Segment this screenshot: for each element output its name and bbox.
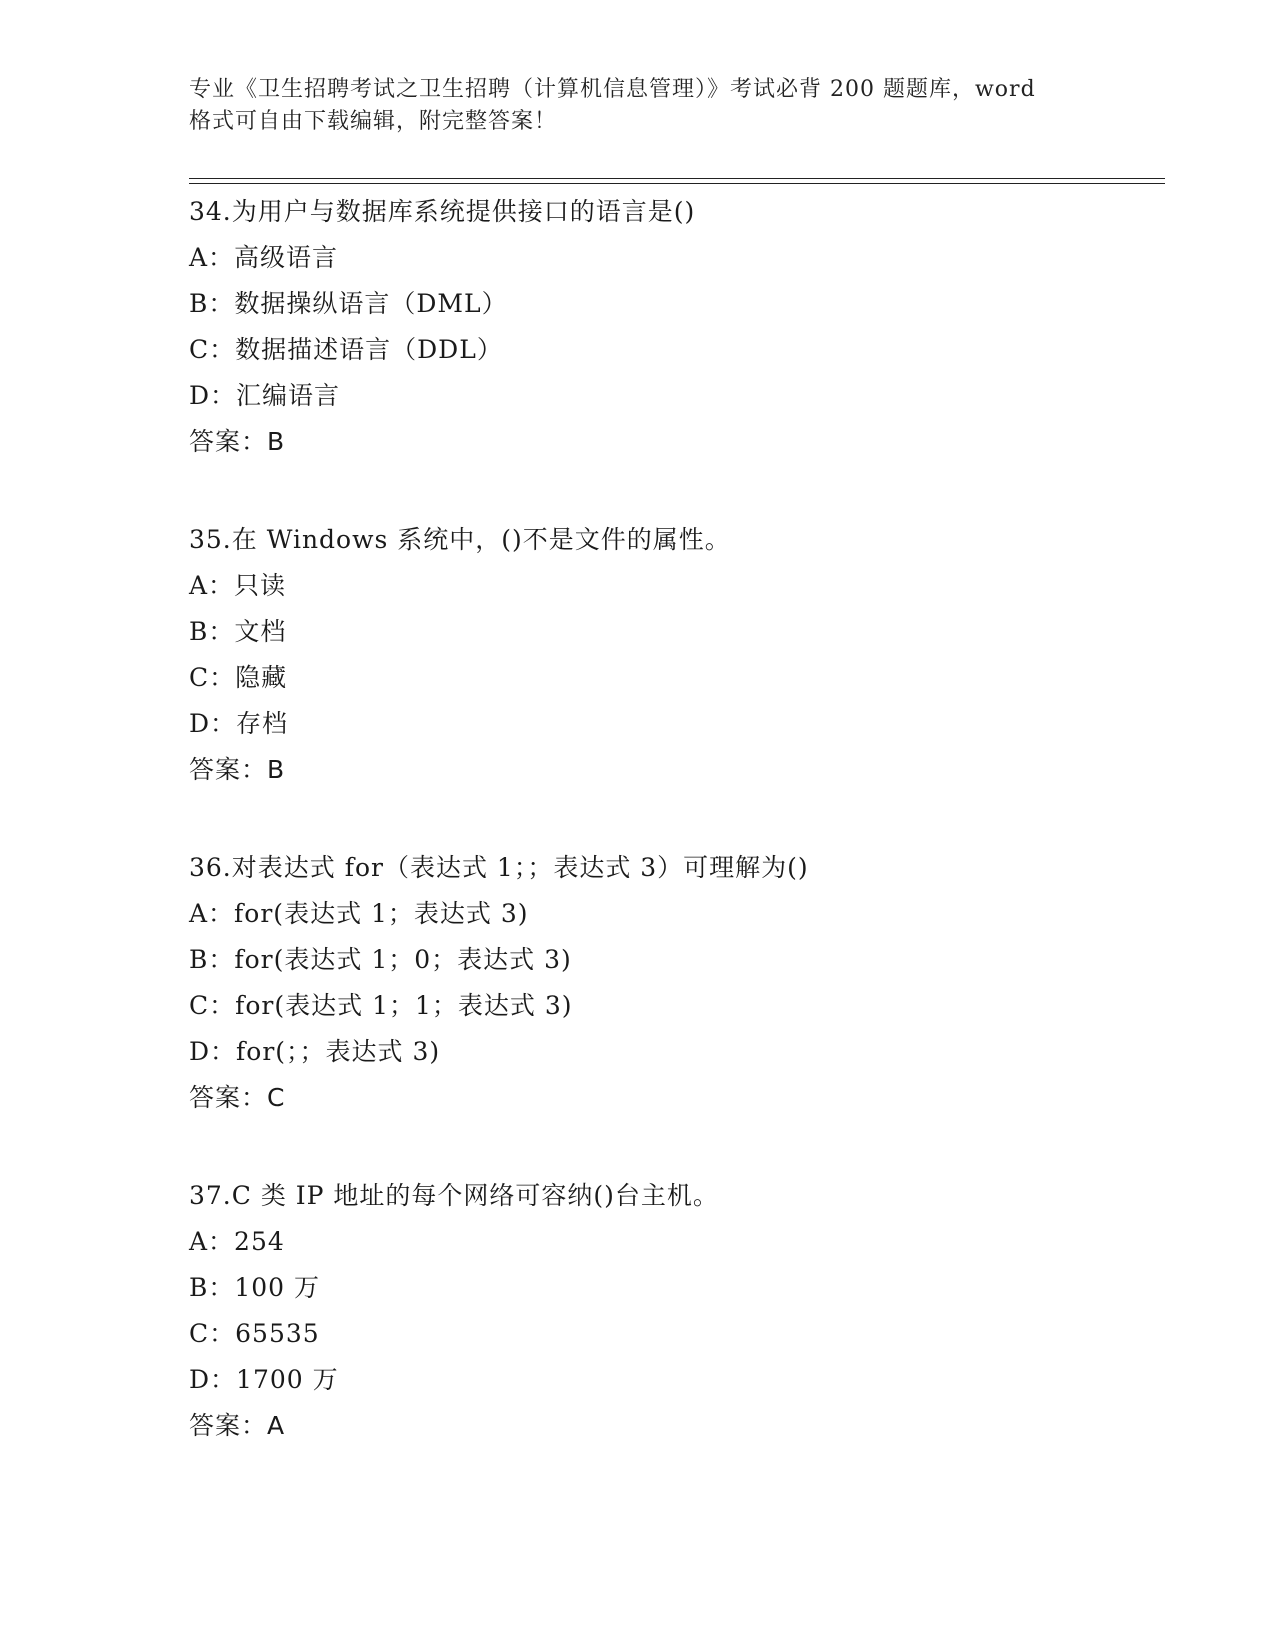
option-c: C：数据描述语言（DDL） bbox=[189, 335, 503, 364]
option-b: B：for(表达式 1；0；表达式 3) bbox=[189, 945, 572, 974]
option-a: A：for(表达式 1；表达式 3) bbox=[189, 899, 529, 928]
option-c: C：for(表达式 1；1；表达式 3) bbox=[189, 991, 573, 1020]
header-divider-top bbox=[189, 178, 1165, 179]
question-34 bbox=[189, 189, 1165, 465]
option-d: D：1700 万 bbox=[189, 1365, 339, 1394]
option-a: A：高级语言 bbox=[189, 243, 339, 272]
question-stem: 37.C 类 IP 地址的每个网络可容纳()台主机。 bbox=[189, 1181, 719, 1210]
header-line-1: 专业《卫生招聘考试之卫生招聘（计算机信息管理）》考试必背 200 题题库，word bbox=[189, 77, 1036, 102]
option-a: A：只读 bbox=[189, 571, 287, 600]
question-list bbox=[189, 189, 1165, 1449]
option-b: B：100 万 bbox=[189, 1273, 321, 1302]
answer-line: 答案：C bbox=[189, 1083, 286, 1112]
option-d: D：存档 bbox=[189, 709, 289, 738]
header-line-2: 格式可自由下载编辑，附完整答案！ bbox=[189, 109, 558, 134]
option-d: D：汇编语言 bbox=[189, 381, 341, 410]
option-c: C：隐藏 bbox=[189, 663, 288, 692]
option-a: A：254 bbox=[189, 1227, 285, 1256]
option-c: C：65535 bbox=[189, 1319, 320, 1348]
question-stem: 36.对表达式 for（表达式 1；；表达式 3）可理解为() bbox=[189, 853, 809, 882]
answer-line: 答案：A bbox=[189, 1411, 286, 1440]
header-divider-bottom bbox=[189, 183, 1165, 184]
question-stem: 34.为用户与数据库系统提供接口的语言是() bbox=[189, 197, 696, 226]
question-36 bbox=[189, 845, 1165, 1121]
question-37 bbox=[189, 1173, 1165, 1449]
question-stem: 35.在 Windows 系统中，()不是文件的属性。 bbox=[189, 525, 731, 554]
document-header bbox=[189, 74, 1109, 138]
option-d: D：for(；；表达式 3) bbox=[189, 1037, 441, 1066]
answer-line: 答案：B bbox=[189, 427, 286, 456]
option-b: B：数据操纵语言（DML） bbox=[189, 289, 508, 318]
answer-line: 答案：B bbox=[189, 755, 286, 784]
question-35 bbox=[189, 517, 1165, 793]
option-b: B：文档 bbox=[189, 617, 287, 646]
